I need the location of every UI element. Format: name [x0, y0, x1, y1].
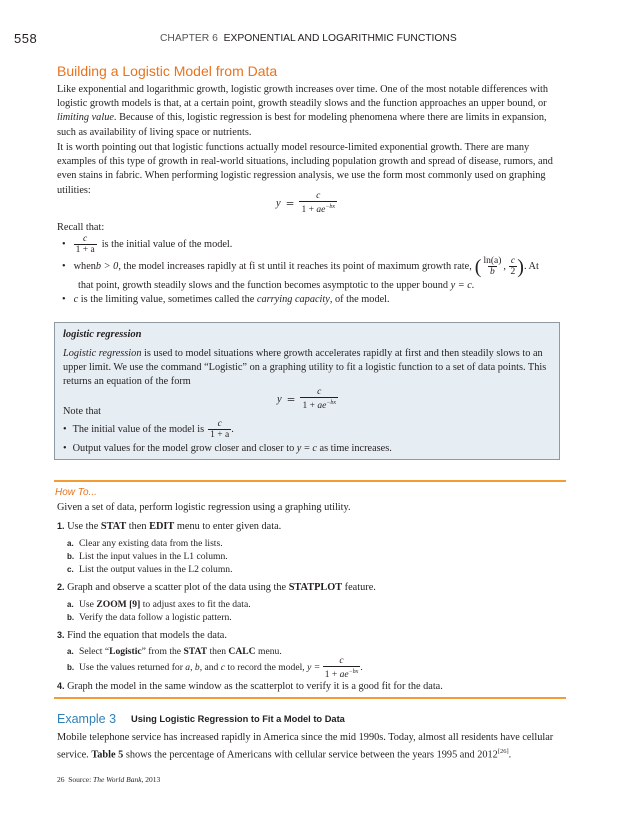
recall-label: Recall that:	[57, 222, 105, 233]
how-to-step-4: 4. Graph the model in the same window as the scatterplot to verify it is a good fit for the data.	[57, 681, 443, 692]
bullet-initial-value: • $\frac{c}{1 + a}$ is the initial value of the model.	[62, 234, 233, 255]
example-label: Example 3	[57, 712, 117, 726]
bullet-growth-rate: • when b > 0 , the model increases rapidly at fi st until it reaches its point of maximum growth rate, ( $\frac{\ln(a)}{b}$ , $\frac{c}{2}$ ) . At that point, growth steadily slows and the function becomes asymptotic to the upper bound y = c.	[62, 256, 539, 291]
step-1-sub-b: b. List the input values in the L1 column.	[67, 551, 228, 562]
example-title: Using Logistic Regression to Fit a Model to Data	[131, 714, 345, 724]
paragraph-2: It is worth pointing out that logistic functions actually model resource-limited exponential growth. There are many examples of this type of growth in real-world situations, including population growth and spread of disease, rumors, and even stains in fabric. When performing logistic regression analysis, we use the form most commonly used on graphing utilities:	[57, 142, 553, 196]
how-to-label: How To...	[55, 487, 97, 498]
definition-title: logistic regression	[63, 329, 142, 340]
bullet-limiting-value: • c is the limiting value, sometimes called the carrying capacity, of the model.	[62, 294, 390, 305]
footnote-marker[interactable]: [26]	[497, 748, 509, 756]
definition-text: Logistic regression is used to model situations where growth accelerates rapidly at first and then steadily slows to an upper limit. We use the command “Logistic” on a graphing utility to fit a logistic function to a set of data points. This returns an equation of the form	[63, 348, 547, 388]
running-header	[160, 33, 457, 44]
how-to-intro: Given a set of data, perform logistic regression using a graphing utility.	[57, 502, 351, 513]
how-to-top-rule	[54, 480, 566, 482]
table-5-link[interactable]: Table 5	[91, 749, 124, 761]
step-3-sub-a: a. Select “Logistic” from the STAT then CALC menu.	[67, 646, 282, 657]
how-to-step-1: 1. Use the STAT then EDIT menu to enter given data.	[57, 521, 282, 532]
how-to-step-3: 3. Find the equation that models the data.	[57, 630, 227, 641]
definition-note: Note that	[63, 406, 102, 417]
step-1-sub-c: c. List the output values in the L2 column.	[67, 564, 233, 575]
logistic-formula: y = $\frac{c}{1 + ae^{-bx}}$	[276, 191, 336, 216]
step-2-sub-b: b. Verify the data follow a logistic pattern.	[67, 612, 232, 623]
section-title: Building a Logistic Model from Data	[57, 63, 278, 79]
chapter-label: CHAPTER 6	[160, 33, 218, 44]
step-2-sub-a: a. Use ZOOM [9] to adjust axes to fit the data.	[67, 599, 251, 610]
definition-item-1: • The initial value of the model is $\frac{c}{1 + a}$ .	[63, 419, 234, 440]
footnote: 26 Source: The World Bank, 2013	[57, 775, 161, 784]
definition-box	[54, 322, 560, 460]
how-to-step-2: 2. Graph and observe a scatter plot of the data using the STATPLOT feature.	[57, 582, 376, 593]
step-1-sub-a: a. Clear any existing data from the lists.	[67, 538, 223, 549]
definition-item-2: • Output values for the model grow closer and closer to y = c as time increases.	[63, 443, 392, 454]
definition-formula: y = $\frac{c}{1 + ae^{-bx}}$	[277, 387, 337, 412]
chapter-title: EXPONENTIAL AND LOGARITHMIC FUNCTIONS	[223, 33, 457, 44]
how-to-bottom-rule	[54, 697, 566, 699]
paragraph-1: Like exponential and logarithmic growth, logistic growth increases over time. One of the most notable differences with logistic growth models is that, at a certain point, growth steadily slows and the function approaches an upper bound, or limiting value. Because of this, logistic regression is best for modeling phenomena where there are limits in expansion, such as availability of living space or nutrients.	[57, 84, 549, 138]
example-text: Mobile telephone service has increased rapidly in America since the mid 1990s. Today, almost all residents have cellular service. Table 5 shows the percentage of Americans with cellular service between the years 1995 and 2012[26].	[57, 732, 554, 761]
step-3-sub-b: b. Use the values returned for a, b, and c to record the model, y = $\frac{c}{1 + ae^{-bx}}$ .	[67, 656, 363, 681]
page-number: 558	[14, 31, 38, 46]
